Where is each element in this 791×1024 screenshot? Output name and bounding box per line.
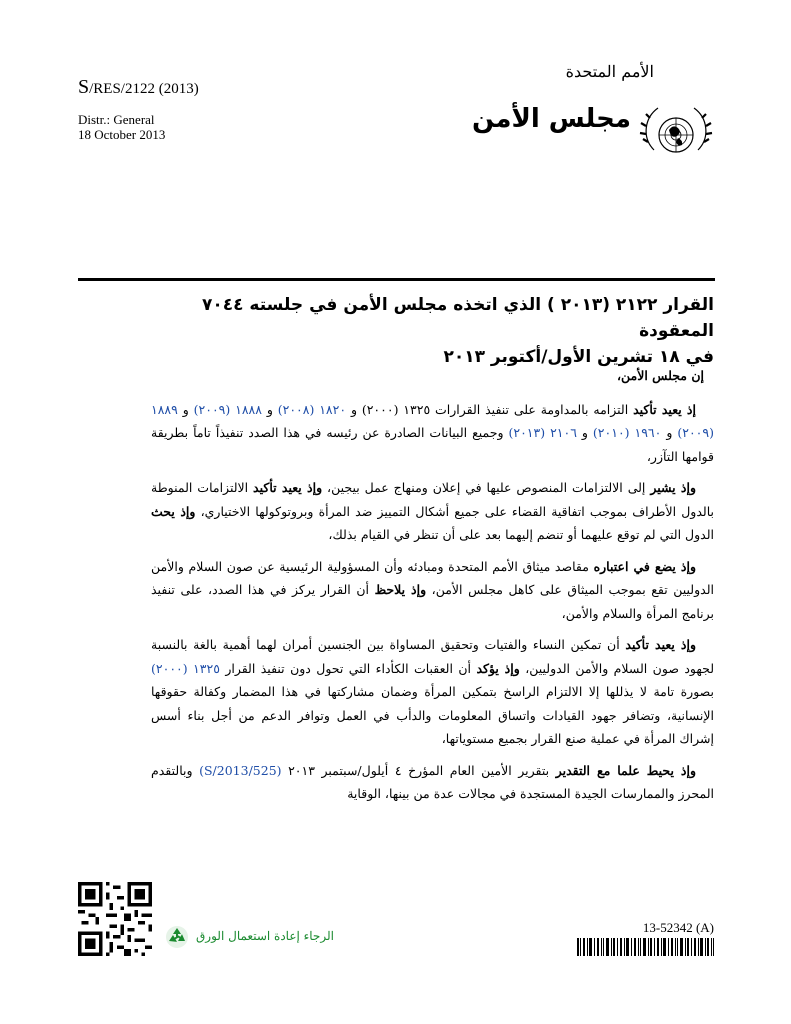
p2-lead-1: وإذ يشير <box>650 480 696 495</box>
paragraph-3 <box>151 555 714 626</box>
p2-lead-3: وإذ يحث <box>151 503 196 519</box>
document-symbol <box>78 76 199 99</box>
document-number: 13-52342 (A) <box>642 920 714 935</box>
symbol-prefix: S <box>78 76 90 98</box>
council-name: مجلس الأمن <box>471 104 631 134</box>
title-line-1: القرار ٢١٢٢ (٢٠١٣ ) الذي اتخذه مجلس الأمن في جلسته ٧٠٤٤ المعقودة <box>202 295 714 341</box>
p1-ref-1888[interactable]: ١٨٨٨ (٢٠٠٩) <box>193 401 262 417</box>
p1-ref-1820[interactable]: ١٨٢٠ (٢٠٠٨) <box>277 401 347 417</box>
p3-lead-1: وإذ يضع في اعتباره <box>593 558 696 574</box>
barcode-icon <box>577 938 714 956</box>
p5-text-2: وبالتقدم المحرز والممارسات الجيدة المستجدة في مجالات عدة من بينها، الوقاية <box>151 762 714 801</box>
p1-ref-2106[interactable]: ٢١٠٦ (٢٠١٣) <box>508 425 577 440</box>
opening-phrase: إن مجلس الأمن، <box>616 368 704 383</box>
resolution-body <box>151 364 714 814</box>
p2-text-3: الدول التي لم توقع عليهما أو تنضم إليهما بعد على أن تنظر في القيام بذلك، <box>328 527 714 542</box>
title-line-2: في ١٨ تشرين الأول/أكتوبر ٢٠١٣ <box>443 347 714 367</box>
p1-tail: وجميع البيانات الصادرة عن رئيسه في هذا الصدد تنفيذاً تاماً بطريقة قوامها التآزر، <box>151 425 714 464</box>
header-rule <box>78 278 715 281</box>
p3-lead-2: وإذ يلاحظ <box>374 582 427 597</box>
p4-lead-1: وإذ يعيد تأكيد <box>625 637 696 652</box>
qr-code-icon <box>78 882 152 956</box>
un-emblem-icon <box>636 100 716 170</box>
recycle-icon <box>165 925 189 949</box>
symbol-rest: /RES/2122 (2013) <box>89 81 199 97</box>
p4-lead-2: وإذ يؤكد <box>476 660 520 676</box>
p4-text-1: أن تمكين النساء والفتيات وتحقيق المساواة بين الجنسين أمران لهما أهمية بالغة بالنسبة لجهود صون السلام والأمن الدوليين، <box>151 637 715 676</box>
p1-and-1: و <box>266 401 273 417</box>
p4-text-3: بصورة تامة لا يذللها إلا الالتزام الراسخ بتمكين المرأة وضمان مشاركتها في هذا المضمار وكفالة حقوقها الإنسانية، وتضافر جهود القيادات واتساق المعلومات والدأب في العمل وتوافر الدعم من أجل بناء أسس إشراك المرأة في عملية صنع القرار بجميع مستوياتها، <box>151 684 714 746</box>
paragraph-2 <box>151 476 714 547</box>
paragraph-4 <box>151 633 714 751</box>
p1-text: التزامه بالمداومة على تنفيذ القرارات ١٣٢٥ (٢٠٠٠) و <box>350 401 629 417</box>
paragraph-5 <box>151 759 714 806</box>
distribution-label: Distr.: General <box>78 112 155 127</box>
p1-ref-1889[interactable]: ١٨٨٩ (٢٠٠٩) <box>151 401 714 440</box>
p1-and-4: و <box>581 425 588 440</box>
p5-ref-report[interactable]: (S/2013/525) <box>199 762 282 778</box>
resolution-title <box>154 292 714 370</box>
p2-text-1: إلى الالتزامات المنصوص عليها في إعلان ومنهاج عمل بيجين، <box>327 480 646 495</box>
p5-text-1: بتقرير الأمين العام المؤرخ ٤ أيلول/سبتمبر ٢٠١٣ <box>288 762 550 778</box>
p4-ref-1325[interactable]: ١٣٢٥ (٢٠٠٠) <box>151 660 220 676</box>
p1-ref-1960[interactable]: ١٩٦٠ (٢٠١٠) <box>592 425 662 440</box>
p3-text-1: مقاصد ميثاق الأمم المتحدة ومبادئه وأن المسؤولية الرئيسية عن صون السلام والأمن الدوليين تقع بموجب الميثاق على كاهل مجلس الأمن، <box>151 558 714 597</box>
p1-lead: إذ يعيد تأكيد <box>633 401 696 417</box>
paragraph-1 <box>151 398 714 469</box>
p5-lead: وإذ يحيط علما مع التقدير <box>555 762 696 778</box>
organization-name: الأمم المتحدة <box>565 62 654 81</box>
document-date: 18 October 2013 <box>78 127 166 142</box>
p4-text-2: أن العقبات الكأداء التي تحول دون تنفيذ القرار <box>225 660 472 676</box>
p3-text-2: أن القرار يركز في هذا الصدد، على تنفيذ برنامج المرأة والسلام والأمن، <box>151 582 714 621</box>
recycle-notice: الرجاء إعادة استعمال الورق <box>196 929 334 943</box>
distribution-block <box>78 112 165 142</box>
p1-and-2: و <box>182 401 189 417</box>
p1-and-3: و <box>666 425 673 440</box>
p2-lead-2: وإذ يعيد تأكيد <box>253 480 323 495</box>
p2-text-2: الالتزامات المنوطة بالدول الأطراف بموجب اتفاقية القضاء على جميع أشكال التمييز ضد المرأة وبروتوكولها الاختياري، <box>151 480 714 519</box>
